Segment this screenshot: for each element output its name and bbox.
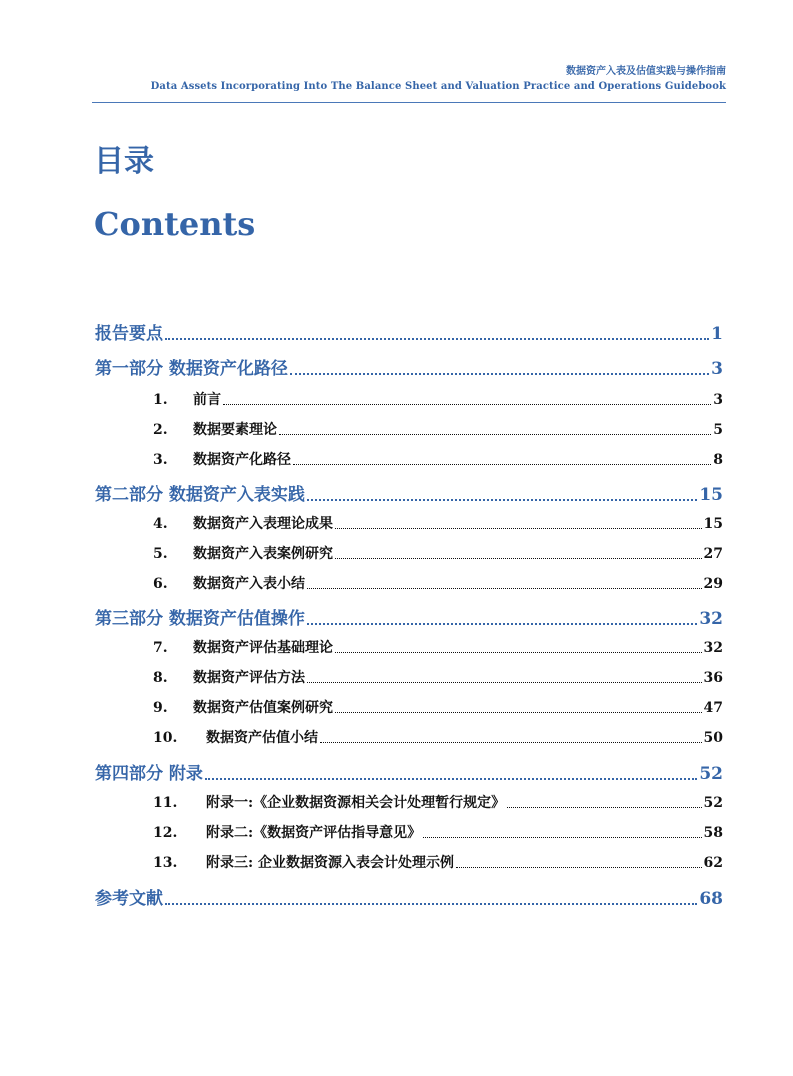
toc-page-number: 52 [703,795,723,811]
toc-dot-leader [335,712,702,713]
toc-section-entry[interactable] [95,354,723,379]
toc-subsection-entry[interactable] [153,513,723,533]
toc-subsection-entry[interactable] [153,419,723,439]
toc-section-entry[interactable] [95,759,723,784]
toc-entry-label: 数据资产入表小结 [193,576,305,592]
toc-subsection-entry[interactable] [153,667,723,687]
toc-entry-label: 前言 [193,392,221,408]
toc-entry-label: 数据资产评估方法 [193,670,305,686]
toc-subsection-entry[interactable] [153,697,723,717]
toc-subsection-entry[interactable] [153,792,723,812]
toc-dot-leader [279,434,711,435]
toc-page-number: 62 [703,855,723,871]
toc-subsection-entry[interactable] [153,573,723,593]
toc-page-number: 1 [711,324,723,344]
toc-dot-leader [335,558,702,559]
toc-dot-leader [335,528,702,529]
toc-entry-number: 12. [153,825,178,841]
toc-section-entry[interactable] [95,884,723,909]
toc-entry-number: 13. [153,855,178,871]
toc-entry-number: 3. [153,452,168,468]
toc-entry-label: 数据要素理论 [193,422,277,438]
toc-section-entry[interactable] [95,319,723,344]
toc-dot-leader [307,682,702,683]
toc-dot-leader [335,652,702,653]
toc-page-number: 15 [703,516,723,532]
toc-dot-leader [223,404,711,405]
page-title-cn: 目录 [94,144,154,179]
toc-subsection-entry[interactable] [153,543,723,563]
toc-page-number: 68 [699,889,723,909]
toc-entry-number: 9. [153,700,168,716]
toc-dot-leader [165,338,709,340]
toc-subsection-entry[interactable] [153,449,723,469]
toc-dot-leader [290,373,709,375]
toc-dot-leader [307,499,697,501]
toc-page-number: 52 [699,764,723,784]
header-title-en: Data Assets Incorporating Into The Balance Sheet and Valuation Practice and Operations Guidebook [150,81,726,92]
toc-dot-leader [507,807,701,808]
toc-section-entry[interactable] [95,480,723,505]
toc-dot-leader [307,588,702,589]
toc-entry-label: 数据资产评估基础理论 [193,640,333,656]
toc-entry-label: 附录三: 企业数据资源入表会计处理示例 [206,855,455,871]
toc-page-number: 5 [713,422,723,438]
toc-entry-number: 6. [153,576,168,592]
toc-page-number: 58 [703,825,723,841]
running-header [92,64,726,94]
toc-entry-number: 2. [153,422,168,438]
header-rule [92,102,726,103]
toc-entry-label: 报告要点 [95,324,163,344]
toc-dot-leader [293,464,711,465]
toc-page-number: 36 [703,670,723,686]
toc-subsection-entry[interactable] [153,852,723,872]
toc-entry-label: 第四部分 附录 [95,764,203,784]
toc-entry-label: 数据资产估值小结 [206,730,318,746]
toc-entry-label: 数据资产入表案例研究 [193,546,333,562]
toc-entry-label: 第二部分 数据资产入表实践 [95,485,305,505]
toc-entry-number: 10. [153,730,178,746]
toc-entry-number: 7. [153,640,168,656]
header-title-cn: 数据资产入表及估值实践与操作指南 [566,66,726,77]
toc-page-number: 32 [703,640,723,656]
toc-subsection-entry[interactable] [153,389,723,409]
toc-page-number: 27 [703,546,723,562]
toc-page-number: 3 [713,392,723,408]
toc-entry-number: 8. [153,670,168,686]
toc-entry-label: 数据资产化路径 [193,452,291,468]
toc-page-number: 3 [711,359,723,379]
toc-entry-number: 5. [153,546,168,562]
toc-page-number: 29 [703,576,723,592]
toc-subsection-entry[interactable] [153,637,723,657]
toc-entry-label: 参考文献 [95,889,163,909]
toc-entry-number: 4. [153,516,168,532]
toc-dot-leader [205,778,697,780]
toc-entry-label: 数据资产入表理论成果 [193,516,333,532]
toc-dot-leader [165,903,697,905]
toc-subsection-entry[interactable] [153,822,723,842]
toc-page-number: 32 [699,609,723,629]
toc-dot-leader [307,623,697,625]
toc-page-number: 15 [699,485,723,505]
toc-dot-leader [423,837,701,838]
toc-subsection-entry[interactable] [153,727,723,747]
toc-entry-label: 附录一:《企业数据资源相关会计处理暂行规定》 [206,795,506,811]
toc-entry-number: 1. [153,392,168,408]
toc-entry-label: 数据资产估值案例研究 [193,700,333,716]
toc-entry-label: 附录二:《数据资产评估指导意见》 [206,825,422,841]
toc-entry-number: 11. [153,795,178,811]
toc-page-number: 50 [703,730,723,746]
toc-section-entry[interactable] [95,604,723,629]
toc-page-number: 47 [703,700,723,716]
page-title-en: Contents [94,205,256,243]
toc-page-number: 8 [713,452,723,468]
toc-entry-label: 第三部分 数据资产估值操作 [95,609,305,629]
toc-entry-label: 第一部分 数据资产化路径 [95,359,288,379]
toc-dot-leader [320,742,702,743]
toc-dot-leader [456,867,701,868]
